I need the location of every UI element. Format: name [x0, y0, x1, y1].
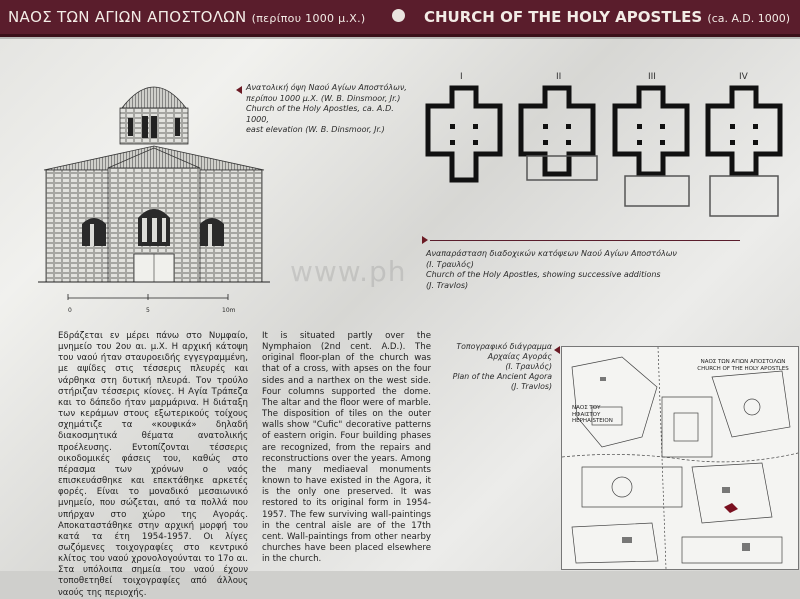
- map-marker-icon: [554, 346, 560, 354]
- title-greek-date: (περίπου 1000 μ.Χ.): [251, 12, 366, 25]
- caption-marker-icon: [236, 86, 242, 94]
- title-greek-text: ΝΑΟΣ ΤΩΝ ΑΓΙΩΝ ΑΠΟΣΤΟΛΩΝ: [8, 8, 247, 26]
- caption-line: Church of the Holy Apostles, showing successive additions: [426, 270, 661, 279]
- phase-label-2: II: [556, 72, 562, 82]
- map-caption: [440, 342, 552, 392]
- map-label-hephaisteion: ΝΑΟΣ ΤΟΥ ΗΦΑΙΣΤΟΥ HEPHAISTEION: [572, 405, 613, 424]
- floor-plan-phase-2: [517, 84, 601, 184]
- title-english-date: (ca. A.D. 1000): [707, 12, 791, 25]
- phase-label-1: I: [460, 72, 463, 82]
- title-band: [0, 0, 800, 37]
- caption-line: Αρχαίας Αγοράς: [487, 352, 552, 361]
- caption-line: (J. Travlos): [426, 280, 469, 290]
- caption-line: east elevation (W. B. Dinsmoor, Jr.): [246, 125, 385, 134]
- phase-label-4: IV: [739, 72, 748, 82]
- site-plan-drawing: [562, 347, 798, 569]
- elevation-caption: [246, 83, 411, 136]
- caption-line: Plan of the Ancient Agora: [452, 372, 552, 381]
- scale-label-5: 5: [146, 307, 150, 314]
- plans-marker-icon: [422, 236, 428, 244]
- watermark: www.ph: [290, 255, 407, 288]
- title-greek: [8, 8, 365, 26]
- caption-line: (Ι. Τραυλός): [426, 259, 474, 269]
- floor-plan-phase-4: [704, 84, 784, 220]
- floor-plan-phase-1: [424, 84, 504, 184]
- caption-line: (Ι. Τραυλός): [505, 362, 552, 371]
- scale-label-0: 0: [68, 307, 72, 314]
- title-english: [424, 8, 790, 26]
- map-label-church: ΝΑΟΣ ΤΩΝ ΑΓΙΩΝ ΑΠΟΣΤΟΛΩΝ CHURCH OF THE HOLY APOSTLES: [697, 359, 789, 372]
- caption-line: Αναπαράσταση διαδοχικών κατόψεων Ναού Αγίων Αποστόλων: [426, 249, 677, 258]
- phase-label-3: III: [648, 72, 656, 82]
- caption-line: Church of the Holy Apostles, ca. A.D. 1000,: [246, 104, 394, 124]
- description-english: It is situated partly over the Nymphaion (2nd cent. A.D.). The original floor-plan of the church was that of a cross, with apses on the four sides and a narthex on the west side. Four columns supported the dome. The altar and the floor were of marble. The disposition of tiles on the outer walls show "Cufic" decorative patterns of eastern origin. Four building phases are recognized, from the repairs and reconstructions over the years. Among the many mediaeval monuments known to have existed in the Agora, it is the only one preserved. It was restored to its original form in 1954-1957. The few surviving wall-paintings in the central aisle are of the 17th cent. Wall-paintings from other nearby churches have been placed elsewhere in the church.: [262, 331, 431, 565]
- caption-line: (J. Travlos): [510, 382, 552, 391]
- divider: [0, 37, 800, 39]
- plans-caption: [426, 249, 686, 291]
- caption-line: Ανατολική όψη Ναού Αγίων Αποστόλων,: [246, 83, 407, 92]
- separator-dot-icon: [392, 9, 405, 22]
- description-greek: Εδράζεται εν μέρει πάνω στο Νυμφαίο, μνημείο του 2ου αι. μ.Χ. Η αρχική κάτοψη του ναού ήταν σταυροειδής εγγεγραμμένη, με αψίδες στις τέσσερις πλευρές και νάρθηκα στη δυτική πλευρά. Τον τρούλο στήριζαν τέσσερις κίονες. Η Αγία Τράπεζα και το δάπεδο ήταν μαρμάρινα. Η διάταξη των κεράμων στους εξωτερικούς τοίχους σχημάτιζε τα «κουφικά» δηλαδή διακοσμητικά θέματα ανατολικής προέλευσης. Εντοπίζονται τέσσερις οικοδομικές φάσεις του, καθώς στο πέρασμα των χρόνων ο ναός επισκευάσθηκε και επεκτάθηκε αρκετές φορές. Είναι το μοναδικό μεσαιωνικό μνημείο, που σώζεται, από τα πολλά που υπήρχαν στο χώρο της Αγοράς. Αποκαταστάθηκε στην αρχική μορφή του κατά τα έτη 1954-1957. Οι λίγες σωζόμενες τοιχογραφίες στο κεντρικό κλίτος του ναού χρονολογούνται το 17ο αι. Στα υπόλοιπα σημεία του ναού έχουν τοποθετηθεί τοιχογραφίες από άλλους ναούς της περιοχής.: [58, 331, 248, 598]
- agora-site-plan: [561, 346, 799, 570]
- caption-line: Τοπογραφικό διάγραμμα: [456, 342, 552, 351]
- church-elevation-drawing: [38, 68, 270, 308]
- floor-plan-phase-3: [611, 84, 695, 210]
- plans-rule: [430, 240, 740, 241]
- scale-label-10m: 10m: [222, 307, 236, 314]
- title-english-text: CHURCH OF THE HOLY APOSTLES: [424, 8, 703, 26]
- caption-line: περίπου 1000 μ.Χ. (W. B. Dinsmoor, Jr.): [246, 93, 401, 103]
